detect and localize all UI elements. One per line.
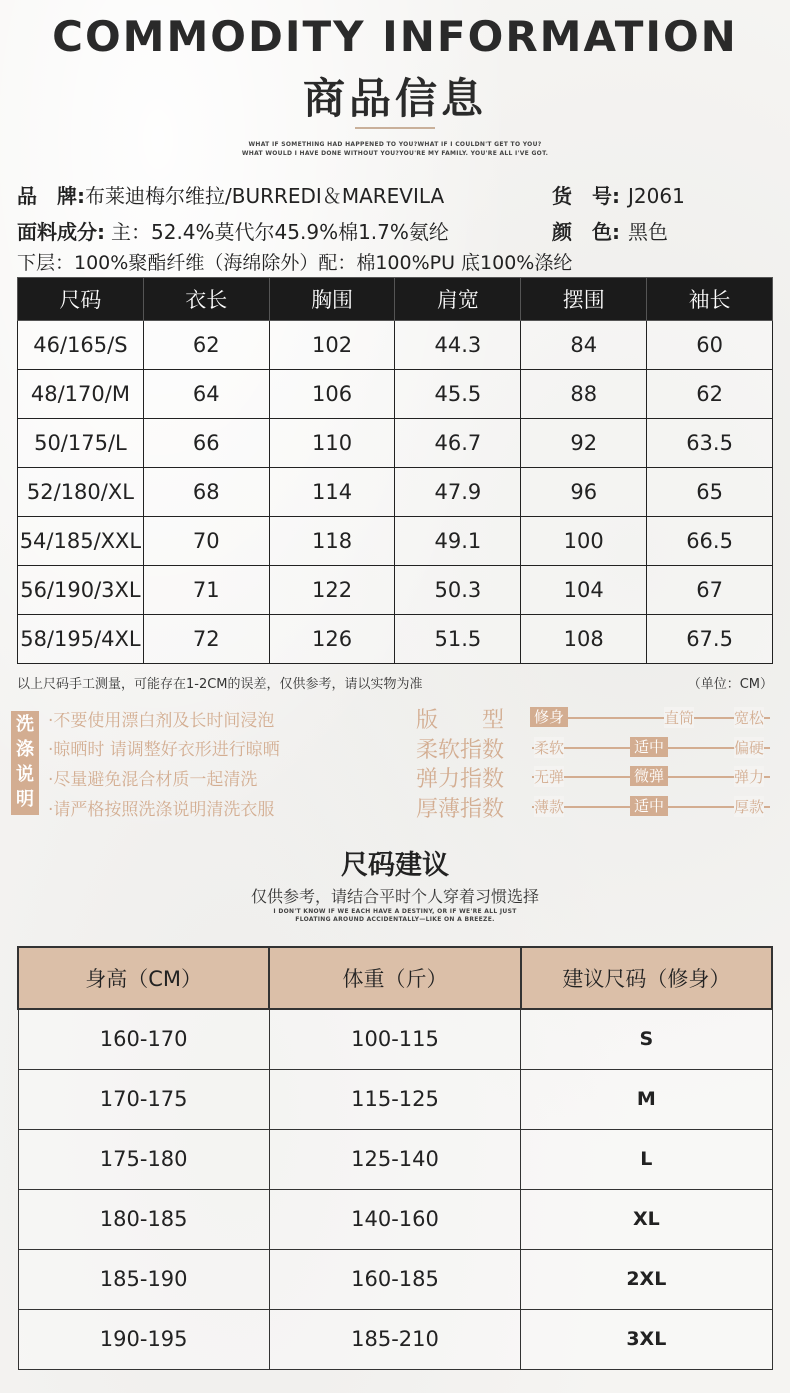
size-recommendation-table bbox=[17, 946, 773, 1370]
table-cell: 66 bbox=[143, 419, 269, 468]
wash-item: ·请严格按照洗涤说明清洗衣服 bbox=[48, 800, 275, 820]
sku-value: J2061 bbox=[628, 184, 685, 208]
wash-label-text: 洗涤说明 bbox=[16, 714, 34, 810]
table-cell: 68 bbox=[143, 468, 269, 517]
table-row bbox=[18, 566, 773, 615]
index-option: 宽松 bbox=[734, 709, 765, 727]
index-option-selected: 微弹 bbox=[630, 766, 668, 786]
brand-value: 布莱迪梅尔维拉/BURREDI＆MAREVILA bbox=[85, 184, 445, 208]
table-cell: 50.3 bbox=[395, 566, 521, 615]
recommended-size-cell: L bbox=[521, 1129, 772, 1189]
table-row bbox=[18, 1189, 772, 1249]
index-label: 弹力指数 bbox=[416, 767, 505, 792]
index-option-selected: 修身 bbox=[530, 707, 568, 727]
index-option-selected: 适中 bbox=[630, 737, 668, 757]
recommendation-header bbox=[18, 947, 772, 1009]
index-label: 柔软指数 bbox=[416, 738, 505, 763]
table-cell: 106 bbox=[269, 370, 395, 419]
table-cell: 160-170 bbox=[18, 1009, 269, 1069]
wash-item: ·尽量避免混合材质一起清洗 bbox=[48, 770, 258, 790]
table-row bbox=[18, 321, 773, 370]
table-cell: 180-185 bbox=[18, 1189, 269, 1249]
table-cell: 110 bbox=[269, 419, 395, 468]
size-col-header: 尺码 bbox=[18, 278, 144, 321]
table-cell: 126 bbox=[269, 615, 395, 664]
recommendation-body bbox=[18, 1009, 772, 1369]
fabric-label: 面料成分: bbox=[17, 220, 105, 244]
brand-row bbox=[17, 180, 444, 209]
index-option-selected: 适中 bbox=[630, 796, 668, 816]
table-cell: 185-190 bbox=[18, 1249, 269, 1309]
size-col-header: 衣长 bbox=[143, 278, 269, 321]
recommended-size-cell: M bbox=[521, 1069, 772, 1129]
layer-row: 下层：100%聚酯纤维（海绵除外）配：棉100%PU 底100%涤纶 bbox=[17, 252, 573, 274]
table-cell: 65 bbox=[647, 468, 773, 517]
index-option: 直筒 bbox=[664, 709, 695, 727]
wash-item: ·不要使用漂白剂及长时间浸泡 bbox=[48, 711, 275, 731]
table-cell: 100-115 bbox=[269, 1009, 520, 1069]
table-cell: 62 bbox=[647, 370, 773, 419]
title-divider bbox=[355, 127, 435, 129]
table-cell: 50/175/L bbox=[18, 419, 144, 468]
recommended-size-cell: 3XL bbox=[521, 1309, 772, 1369]
table-cell: 45.5 bbox=[395, 370, 521, 419]
table-row bbox=[18, 419, 773, 468]
tagline-line-1: WHAT IF SOMETHING HAD HAPPENED TO YOU?WHAT IF I COULDN'T GET TO YOU? bbox=[248, 141, 542, 148]
tagline-line-2: WHAT WOULD I HAVE DONE WITHOUT YOU?YOU'RE MY FAMILY. YOU'RE ALL I'VE GOT. bbox=[241, 150, 549, 157]
table-cell: 96 bbox=[521, 468, 647, 517]
table-cell: 140-160 bbox=[269, 1189, 520, 1249]
table-cell: 122 bbox=[269, 566, 395, 615]
table-cell: 67 bbox=[647, 566, 773, 615]
table-row bbox=[18, 1069, 772, 1129]
table-cell: 44.3 bbox=[395, 321, 521, 370]
recommended-size-cell: XL bbox=[521, 1189, 772, 1249]
table-row bbox=[18, 615, 773, 664]
table-cell: 66.5 bbox=[647, 517, 773, 566]
index-option: 偏硬 bbox=[734, 739, 765, 757]
table-row bbox=[18, 1309, 772, 1369]
table-cell: 160-185 bbox=[269, 1249, 520, 1309]
table-cell: 49.1 bbox=[395, 517, 521, 566]
index-label: 版 型 bbox=[416, 708, 505, 733]
sku-label: 货 号: bbox=[552, 184, 620, 208]
table-cell: 62 bbox=[143, 321, 269, 370]
table-row bbox=[18, 1249, 772, 1309]
table-row bbox=[18, 468, 773, 517]
table-cell: 46.7 bbox=[395, 419, 521, 468]
table-cell: 104 bbox=[521, 566, 647, 615]
table-cell: 84 bbox=[521, 321, 647, 370]
title-cn: 商品信息 bbox=[302, 74, 487, 123]
color-value: 黑色 bbox=[628, 220, 668, 244]
table-cell: 72 bbox=[143, 615, 269, 664]
recommendation-col-header: 体重（斤） bbox=[269, 947, 520, 1009]
recommendation-col-header: 身高（CM） bbox=[18, 947, 269, 1009]
recommended-size-cell: S bbox=[521, 1009, 772, 1069]
fabric-row bbox=[17, 216, 449, 245]
table-cell: 125-140 bbox=[269, 1129, 520, 1189]
table-cell: 48/170/M bbox=[18, 370, 144, 419]
table-cell: 88 bbox=[521, 370, 647, 419]
size-table-body bbox=[18, 321, 773, 664]
size-table-header bbox=[18, 278, 773, 321]
suggestion-tagline-2: FLOATING AROUND ACCIDENTALLY—LIKE ON A BREEZE. bbox=[295, 916, 495, 923]
color-row bbox=[552, 216, 668, 245]
table-row bbox=[18, 370, 773, 419]
size-col-header: 摆围 bbox=[521, 278, 647, 321]
table-cell: 60 bbox=[647, 321, 773, 370]
table-row bbox=[18, 1009, 772, 1069]
size-col-header: 胸围 bbox=[269, 278, 395, 321]
table-cell: 185-210 bbox=[269, 1309, 520, 1369]
table-cell: 170-175 bbox=[18, 1069, 269, 1129]
index-option: 厚款 bbox=[734, 798, 765, 816]
size-col-header: 袖长 bbox=[647, 278, 773, 321]
suggestion-title: 尺码建议 bbox=[341, 850, 449, 881]
index-label: 厚薄指数 bbox=[416, 797, 505, 822]
table-cell: 118 bbox=[269, 517, 395, 566]
table-cell: 71 bbox=[143, 566, 269, 615]
table-cell: 52/180/XL bbox=[18, 468, 144, 517]
suggestion-subtitle: 仅供参考，请结合平时个人穿着习惯选择 bbox=[250, 887, 539, 906]
index-option: 柔软 bbox=[534, 739, 565, 757]
size-table bbox=[17, 277, 773, 664]
table-cell: 63.5 bbox=[647, 419, 773, 468]
table-cell: 115-125 bbox=[269, 1069, 520, 1129]
recommendation-col-header: 建议尺码（修身） bbox=[521, 947, 772, 1009]
table-cell: 58/195/4XL bbox=[18, 615, 144, 664]
unit-note: （单位：CM） bbox=[687, 677, 773, 692]
wash-item: ·晾晒时 请调整好衣形进行晾晒 bbox=[48, 740, 280, 760]
sku-row bbox=[552, 180, 685, 209]
table-row bbox=[18, 517, 773, 566]
title-en: COMMODITY INFORMATION bbox=[52, 12, 738, 61]
table-cell: 51.5 bbox=[395, 615, 521, 664]
color-label: 颜 色: bbox=[552, 220, 620, 244]
brand-label: 品 牌: bbox=[17, 184, 85, 208]
table-cell: 114 bbox=[269, 468, 395, 517]
table-cell: 100 bbox=[521, 517, 647, 566]
table-cell: 56/190/3XL bbox=[18, 566, 144, 615]
table-cell: 70 bbox=[143, 517, 269, 566]
table-cell: 102 bbox=[269, 321, 395, 370]
table-cell: 54/185/XXL bbox=[18, 517, 144, 566]
size-col-header: 肩宽 bbox=[395, 278, 521, 321]
index-option: 无弹 bbox=[534, 768, 565, 786]
table-cell: 46/165/S bbox=[18, 321, 144, 370]
table-cell: 108 bbox=[521, 615, 647, 664]
measurement-disclaimer: 以上尺码手工测量，可能存在1-2CM的误差，仅供参考，请以实物为准 bbox=[17, 677, 423, 692]
table-cell: 67.5 bbox=[647, 615, 773, 664]
index-option: 弹力 bbox=[734, 768, 765, 786]
table-cell: 47.9 bbox=[395, 468, 521, 517]
suggestion-tagline-1: I DON'T KNOW IF WE EACH HAVE A DESTINY, OR IF WE'RE ALL JUST bbox=[273, 908, 517, 915]
recommended-size-cell: 2XL bbox=[521, 1249, 772, 1309]
table-cell: 92 bbox=[521, 419, 647, 468]
wash-label bbox=[11, 711, 39, 815]
table-row bbox=[18, 1129, 772, 1189]
fabric-value: 主：52.4%莫代尔45.9%棉1.7%氨纶 bbox=[111, 220, 449, 244]
table-cell: 64 bbox=[143, 370, 269, 419]
table-cell: 190-195 bbox=[18, 1309, 269, 1369]
index-option: 薄款 bbox=[534, 798, 565, 816]
table-cell: 175-180 bbox=[18, 1129, 269, 1189]
